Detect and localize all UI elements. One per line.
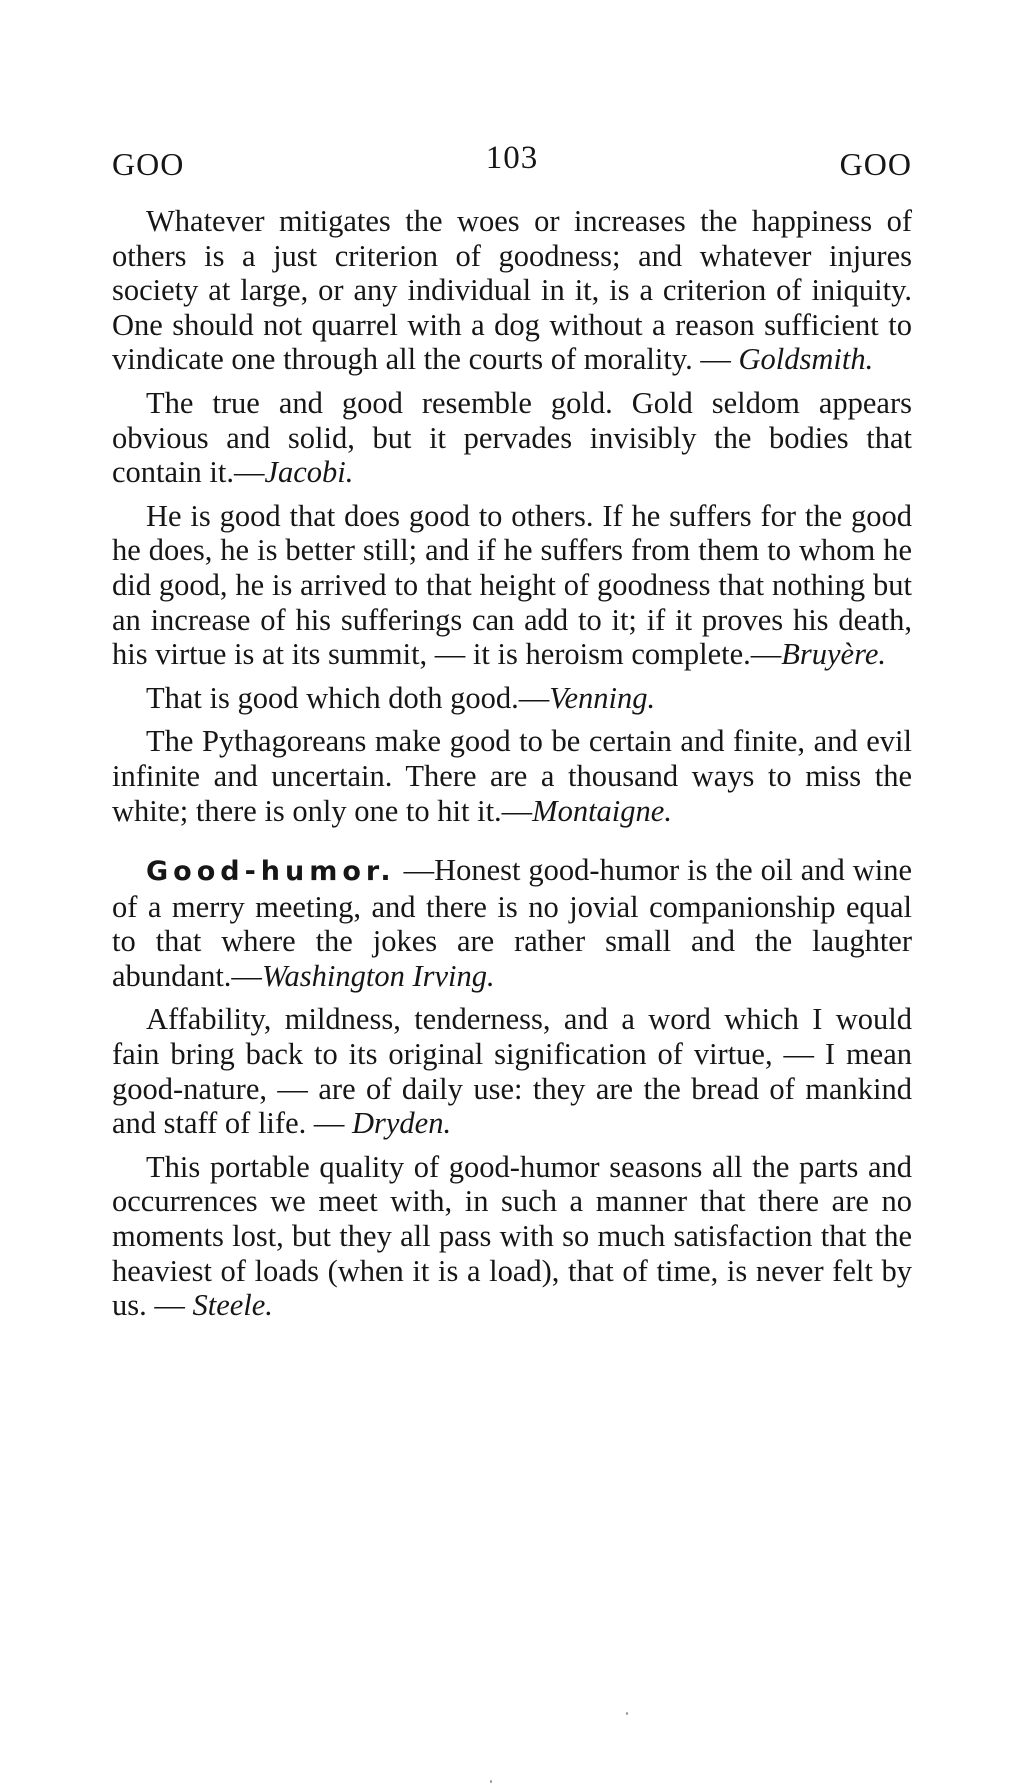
quote-text: The true and good resemble gold. Gold seldom appears obvious and solid, but it pervades invisibly the bodies that contain it.— xyxy=(112,385,912,490)
quote-paragraph xyxy=(112,1150,912,1323)
quote-text: —Honest good-humor is the oil and wine of a merry meeting, and there is no jovial companionship equal to that where the jokes are rather small and the laughter abundant.— xyxy=(112,853,912,993)
quote-paragraph xyxy=(112,204,912,377)
page-number: 103 xyxy=(485,140,539,176)
quote-author: Steele. xyxy=(192,1288,273,1323)
quote-paragraph xyxy=(112,1002,912,1140)
quote-paragraph xyxy=(112,681,912,716)
quote-text: The Pythagoreans make good to be certain and finite, and evil infinite and uncertain. There are a thousand ways to miss the white; there is only one to hit it.— xyxy=(112,724,912,828)
header-right-guideword: GOO xyxy=(839,146,912,182)
quote-author: Bruyère. xyxy=(781,637,886,672)
quote-text: Whatever mitigates the woes or increases the happiness of others is a just criterion of goodness; and whatever injures society at large, or any individual in it, is a criterion of iniquity. One should not quarrel with a dog without a reason sufficient to vindicate one through all the courts of morality. — xyxy=(112,204,912,377)
quote-text: Affability, mildness, tenderness, and a word which I would fain bring back to its original signification of virtue, — I mean good-nature, — are of daily use: they are the bread of mankind and staff of life. — xyxy=(112,1002,912,1141)
quote-paragraph xyxy=(112,724,912,828)
quote-author: Washington Irving. xyxy=(261,958,495,993)
quote-text: That is good which doth good.— xyxy=(146,680,550,715)
running-header xyxy=(112,138,912,182)
quote-paragraph xyxy=(112,499,912,672)
quote-author: Dryden. xyxy=(351,1106,452,1141)
quote-paragraph xyxy=(112,386,912,490)
quote-text: This portable quality of good-humor seasons all the parts and occurrences we meet with, in such a manner that there are no moments lost, but they all pass with so much satisfaction that the heaviest of loads (when it is a load), that of time, is never felt by us. — xyxy=(112,1149,912,1323)
entry-headword: Good-humor. xyxy=(146,856,396,888)
print-speck xyxy=(626,1712,628,1715)
quote-text: He is good that does good to others. If he suffers for the good he does, he is better still; and if he suffers from them to whom he did good, he is arrived to that height of goodness that nothing but an increase of his sufferings can add to it; if it proves his death, his virtue is at its summit, — it is heroism complete.— xyxy=(112,498,912,672)
entry-paragraph xyxy=(112,853,912,993)
quote-author: Venning. xyxy=(549,680,656,715)
print-speck xyxy=(490,1780,492,1783)
page-body xyxy=(112,204,912,1332)
quote-author: Goldsmith. xyxy=(738,342,874,377)
quote-author: Montaigne. xyxy=(532,793,672,828)
quote-author: Jacobi. xyxy=(264,455,354,490)
header-left-guideword: GOO xyxy=(112,146,185,182)
